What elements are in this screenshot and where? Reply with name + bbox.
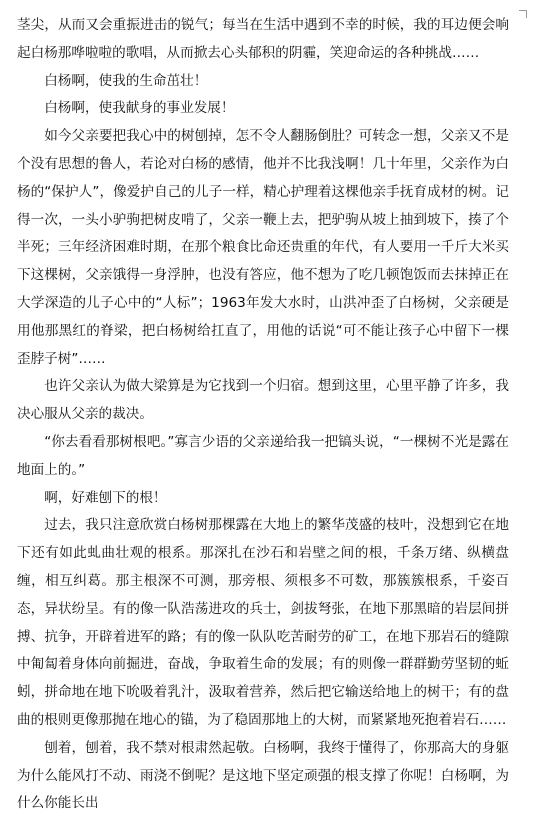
paragraph-8: 过去，我只注意欣赏白杨树那棵露在大地上的繁华茂盛的枝叶，没想到它在地下还有如此虬曲壮观的根系。那深扎在沙石和岩壁之间的根，千条万绪、纵横盘缠，相互纠葛。那主根深不可测，那旁根、须根多不可数，那簇簇根系，千姿百态，异状纷呈。有的像一队浩荡进攻的兵士，剑拔弩张，在地下那黑暗的岩层间拼搏、抗争，开辟着进军的路；有的像一队队吃苦耐劳的矿工，在地下那岩石的缝隙中匍匐着身体向前掘进，奋战，争取着生命的发展；有的则像一群群勤劳坚韧的蚯蚓，拼命地在地下吮吸着乳汁，汲取着营养，然后把它输送给地上的树干；有的盘曲的根则更像那抛在地心的锚，为了稳固那地上的大树，而紧紧地死抱着岩石…… xyxy=(17,517,509,728)
paragraph-1: 茎尖，从而又会重振进击的锐气；每当在生活中遇到不幸的时候，我的耳边便会响起白杨那哗啦啦的歌唱，从而掀去心头郁积的阴霾，笑迎命运的各种挑战…… xyxy=(17,17,509,61)
paragraph-9: 刨着，刨着，我不禁对根肃然起敬。白杨啊，我终于懂得了，你那高大的身躯为什么能风打不动、雨浇不倒呢？是这地下坚定顽强的根支撑了你呢！白杨啊，为什么你能长出 xyxy=(17,739,509,812)
paragraph-2: 白杨啊，使我的生命茁壮！ xyxy=(44,72,208,89)
page-corner-mark xyxy=(519,10,527,18)
paragraph-4: 如今父亲要把我心中的树刨掉，怎不令人翻肠倒肚？可转念一想，父亲又不是个没有思想的鲁人，若论对白杨的感情，他并不比我浅啊！几十年里，父亲作为白杨的“保护人”，像爱护自己的儿子一样，精心护理着这棵他亲手抚育成材的树。记得一次，一头小驴驹把树皮啃了，父亲一鞭上去，把驴驹从坡上抽到坡下，揍了个半死；三年经济困难时期，在那个粮食比命还贵重的年代，有人要用一千斤大米买下这棵树，父亲饿得一身浮肿，也没有答应，他不想为了吃几顿饱饭而去抹掉正在大学深造的儿子心中的“人标”；1963年发大水时，山洪冲歪了白杨树，父亲硬是用他那黑红的脊梁，把白杨树给扛直了，用他的话说“可不能让孩子心中留下一棵歪脖子树”…… xyxy=(17,128,509,367)
paragraph-7: 啊，好难刨下的根！ xyxy=(44,489,167,506)
paragraph-5: 也许父亲认为做大梁算是为它找到一个归宿。想到这里，心里平静了许多，我决心服从父亲的裁决。 xyxy=(17,378,509,423)
paragraph-3: 白杨啊，使我献身的事业发展！ xyxy=(44,100,235,117)
paragraph-6: “你去看看那树根吧。”寡言少语的父亲递给我一把镐头说，“一棵树不光是露在地面上的。” xyxy=(17,433,509,478)
